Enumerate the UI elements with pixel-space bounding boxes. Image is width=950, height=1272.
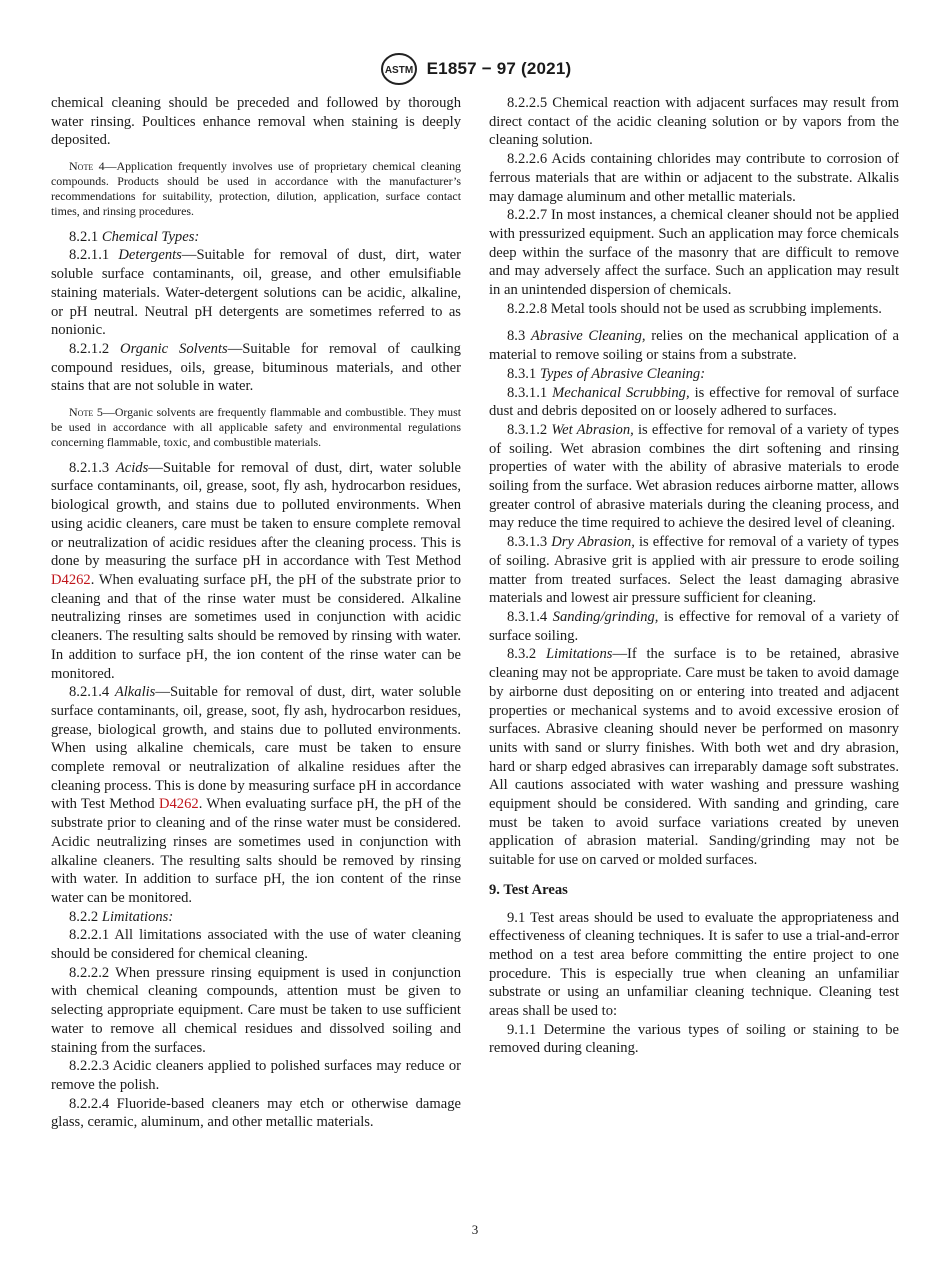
section-number: 8.2.1	[69, 228, 99, 245]
document-designation: E1857 − 97 (2021)	[426, 59, 572, 78]
astm-logo-lettering: ASTM	[384, 65, 413, 76]
section-8-2-2-2: 8.2.2.2 When pressure rinsing equipment is used in conjunction with chemical cleaning compounds, attention must be given to selecting appropriate equipment. Care must be taken to use sufficient water to remove all chemical residues and dissolved soiling and staining from the surfaces.	[51, 964, 461, 1056]
section-8-3-1-3	[489, 533, 899, 608]
section-8-3-1	[489, 365, 899, 384]
section-8-3-1-2	[489, 421, 899, 533]
section-8-2-2-1: 8.2.2.1 All limitations associated with the use of water cleaning should be considered for chemical cleaning.	[51, 927, 461, 963]
note-5-label: Note 5	[69, 405, 103, 420]
section-text: is effective for removal of a variety of types of soiling. Abrasive grit is applied with air pressure to erode soiling matter from treated surfaces. Select the least damaging abrasive materials and lowest air pressure sufficient for cleaning.	[489, 534, 899, 607]
section-number: 8.2.1.1	[69, 247, 110, 264]
section-text: relies on the mechanical application of a material to remove soiling or stains from a substrate.	[489, 328, 899, 364]
section-title: Limitations:	[101, 908, 174, 925]
section-text: —If the surface is to be retained, abrasive cleaning may not be appropriate. Care must be taken to avoid damage by airborne dust depositing on or entering into treated and adjacent properties or mechanical systems and to avoid excessive erosion of surfaces. Abrasive cleaning should never be performed on masonry units with sand or slurry finishes. With both wet and dry abrasion, hard or sharp edged abrasives can irreparably damage soft substrates. All cautions associated with water washing and pressure washing equipment should be considered. With sanding and grinding, care must be taken to avoid surface variations created by uneven application of abrasion material. Sanding/grinding may not be suitable for use on carved or molded surfaces.	[489, 646, 899, 869]
note-4	[51, 159, 461, 219]
section-number: 8.2.1.2	[69, 340, 110, 357]
section-9-1-1: 9.1.1 Determine the various types of soiling or staining to be removed during cleaning.	[489, 1021, 899, 1057]
section-8-2-2-8: 8.2.2.8 Metal tools should not be used as scrubbing implements.	[507, 300, 882, 317]
section-8-2-1	[51, 228, 461, 247]
section-term: Acids	[115, 459, 149, 476]
test-method-link[interactable]: D4262	[158, 796, 199, 813]
right-column	[489, 94, 899, 1058]
section-number: 8.3.1.3	[507, 534, 548, 551]
section-term: Organic Solvents	[120, 340, 228, 357]
section-text: . When evaluating surface pH, the pH of the substrate prior to cleaning and that of the rinse water must be considered. Alkaline neutralizing rinses are sometimes used in conjunction with acidic cleaners. The resulting salts should be removed by rinsing with water. In addition to surface pH, the ion content of the rinse water can be monitored.	[51, 572, 461, 682]
page-header	[0, 52, 950, 86]
note-4-label: Note 4	[69, 159, 105, 174]
section-8-2-1-3	[51, 459, 461, 683]
section-8-2-2-3: 8.2.2.3 Acidic cleaners applied to polished surfaces may reduce or remove the polish.	[51, 1058, 461, 1093]
section-number: 8.3.1.4	[507, 608, 548, 625]
section-8-2-1-1	[51, 246, 461, 340]
paragraph-continuation: chemical cleaning should be preceded and followed by thorough water rinsing. Poultices enhance removal when staining is deeply deposited.	[51, 95, 461, 149]
section-term: Wet Abrasion,	[551, 421, 634, 438]
section-term: Alkalis	[114, 684, 156, 701]
section-text: . When evaluating surface pH, the pH of the substrate prior to cleaning and of the rinse water must be considered. Acidic neutralizing rinses are sometimes used in conjunction with alkaline cleaners. The resulting salts should be removed by rinsing with water. In addition to surface pH, the ion content of the rinse water can be monitored.	[51, 796, 461, 906]
section-9-1: 9.1 Test areas should be used to evaluate the appropriateness and effectiveness of cleaning techniques. It is safer to use a trial-and-error method on a test area before committing the entire project to one procedure. This is especially true when cleaning an unfamiliar substrate or using an unfamiliar cleaning technique. Cleaning test areas shall be used to:	[489, 909, 899, 1020]
section-term: Abrasive Cleaning,	[530, 328, 646, 345]
section-8-3	[489, 327, 899, 364]
section-number: 8.3.1	[507, 365, 537, 382]
section-text: —Suitable for removal of dust, dirt, water soluble surface contaminants, oil, grease, soot, fly ash, hydrocarbon residues, grease, biological growth, and stains due to polluted environments. When using alkaline chemicals, care must be taken to ensure complete removal or neutralization of alkaline residues after the cleaning process. This is done by measuring surface pH in accordance with Test Method	[51, 684, 461, 813]
section-term: Detergents	[118, 247, 182, 264]
section-text: —Suitable for removal of caulking compound residues, oils, grease, bituminous materials, and other stains that are not soluble in water.	[51, 340, 461, 395]
section-text: is effective for removal of surface dust and debris deposited on or loosely adhered to surfaces.	[489, 384, 899, 420]
section-9-heading: 9. Test Areas	[489, 881, 568, 898]
section-term: Limitations	[545, 646, 613, 663]
note-4-text: —Application frequently involves use of proprietary chemical cleaning compounds. Products should be used in accordance with the manufacturer’s recommendations for suitability, protection, dilution, application, surface contact times, and rinsing procedures.	[51, 159, 461, 218]
section-text: —Suitable for removal of dust, dirt, water soluble surface contaminants, oil, grease, and other emulsifiable staining materials. Water-detergent solutions can be acidic, alkaline, or pH neutral. Neutral pH detergents are sometimes referred to as nonionic.	[51, 247, 461, 339]
section-8-2-1-4	[51, 683, 461, 907]
section-8-2-2-7: 8.2.2.7 In most instances, a chemical cleaner should not be applied with pressurized equipment. Such an application may force chemicals deep within the surface of the masonry that are difficult to remove and may adversely affect the surface. Such an application may result in an unintended dispersion of chemicals.	[489, 207, 899, 299]
section-number: 8.3	[507, 328, 526, 345]
section-title: Chemical Types:	[101, 228, 200, 245]
section-8-2-2-4: 8.2.2.4 Fluoride-based cleaners may etch or otherwise damage glass, ceramic, aluminum, and other metallic materials.	[51, 1095, 461, 1131]
section-8-2-2	[51, 908, 461, 927]
section-number: 8.2.1.3	[69, 459, 110, 476]
section-8-3-2	[489, 645, 899, 869]
note-5	[51, 405, 461, 450]
note-5-text: —Organic solvents are frequently flammable and combustible. They must be used in accordance with all applicable safety and environmental regulations concerning flammable, toxic, and combustible materials.	[51, 405, 462, 449]
section-8-3-1-1	[489, 384, 899, 421]
section-title: Types of Abrasive Cleaning:	[539, 365, 706, 382]
astm-logo-icon	[379, 52, 419, 86]
section-term: Sanding/grinding,	[552, 608, 659, 625]
section-number: 8.3.2	[507, 646, 537, 663]
section-number: 8.3.1.2	[507, 421, 548, 438]
section-8-2-2-6: 8.2.2.6 Acids containing chlorides may contribute to corrosion of ferrous materials that are within or adjacent to the substrate. Alkalis may damage aluminum and other metallic materials.	[489, 151, 899, 205]
section-term: Mechanical Scrubbing,	[552, 384, 690, 401]
test-method-link[interactable]: D4262	[51, 572, 91, 588]
page-number: 3	[471, 1222, 479, 1237]
section-8-2-2-5: 8.2.2.5 Chemical reaction with adjacent surfaces may result from direct contact of the acidic cleaning solution or by vapors from the cleaning solution.	[489, 95, 899, 149]
section-number: 8.2.2	[69, 908, 99, 925]
section-term: Dry Abrasion,	[551, 534, 635, 551]
section-text: is effective for removal of a variety of types of soiling. Wet abrasion combines the dirt softening and rinsing properties of water with the ability of abrasive materials to erode soiling from the surface. Wet abrasion reduces airborne matter, allows greater control of abrasive materials during the cleaning process, and may reduce the time required to achieve the desired level of cleaning.	[489, 421, 899, 532]
section-8-3-1-4	[489, 608, 899, 645]
section-number: 8.3.1.1	[507, 384, 548, 401]
section-text: is effective for removal of a variety of surface soiling.	[489, 608, 899, 644]
section-number: 8.2.1.4	[69, 684, 110, 701]
section-8-2-1-2	[51, 340, 461, 396]
left-column	[51, 94, 461, 1132]
section-text: —Suitable for removal of dust, dirt, water soluble surface contaminants, oil, grease, soot, fly ash, hydrocarbon residues, biological growth, and stains due to polluted environments. When using acidic cleaners, care must be taken to ensure complete removal or neutralization of acidic residues after the cleaning process. This is done by measuring the surface pH in accordance with Test Method	[51, 459, 462, 570]
